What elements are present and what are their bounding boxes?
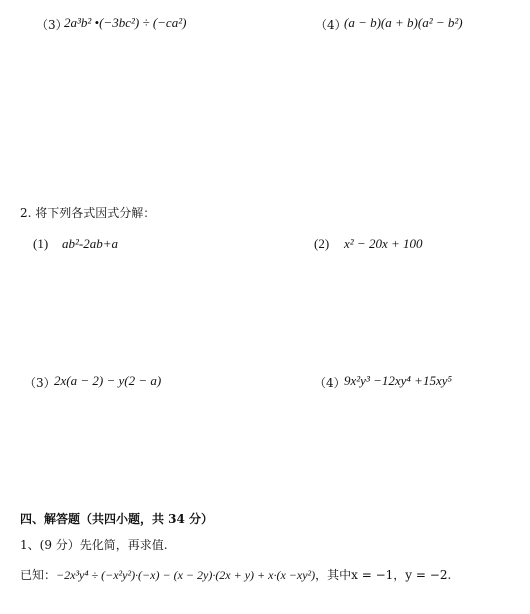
given-line bbox=[20, 566, 451, 583]
given-suffix: ，其中x = −1，y = −2. bbox=[315, 568, 452, 582]
problem-4-label: （4） bbox=[315, 18, 347, 32]
factor-3-expression: 2x(a − 2) − y(2 − a) bbox=[54, 373, 162, 388]
factor-1-expression: ab²-2ab+a bbox=[62, 236, 118, 251]
factor-4-expression: 9x²y³ −12xy⁴ +15xy⁵ bbox=[344, 373, 452, 388]
section-2-title: 2. 将下列各式因式分解： bbox=[20, 206, 156, 220]
problem-4-expression: (a − b)(a + b)(a² − b²) bbox=[344, 15, 463, 30]
given-prefix: 已知： bbox=[20, 568, 57, 582]
factor-2-label: (2) bbox=[314, 236, 330, 251]
problem-3-label: （3） bbox=[36, 18, 68, 32]
problem-3-expression: 2a³b² •(−3bc²) ÷ (−ca²) bbox=[64, 15, 187, 30]
given-expression: −2x³y⁴ ÷ (−x²y²)·(−x) − (x − 2y)·(2x + y) + x·(x −xy²) bbox=[56, 568, 316, 582]
section-4-heading: 四、解答题（共四小题，共 34 分） bbox=[20, 512, 214, 526]
question-1-text: 1、(9 分）先化简，再求值. bbox=[20, 538, 168, 552]
factor-2-expression: x² − 20x + 100 bbox=[344, 236, 423, 251]
factor-1-label: (1) bbox=[33, 236, 49, 251]
factor-4-label: （4） bbox=[314, 376, 346, 390]
factor-3-label: （3） bbox=[24, 376, 56, 390]
